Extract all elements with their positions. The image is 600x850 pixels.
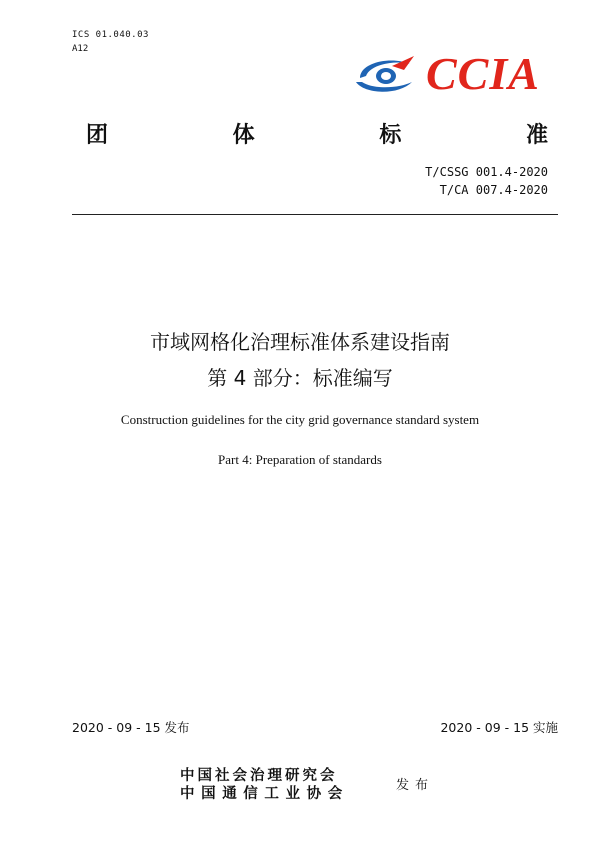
issue-date: 2020 - 09 - 15 发布: [72, 720, 190, 735]
title-en-main: Construction guidelines for the city grid governance standard system: [120, 412, 480, 427]
publisher-1: 中国社会治理研究会: [180, 768, 338, 784]
implement-date: 2020 - 09 - 15 实施: [440, 720, 558, 735]
title-cn-part: 第 4 部分：标准编写: [207, 366, 393, 390]
standard-number-cssg: T/CSSG 001.4-2020: [425, 165, 548, 179]
standard-type-char: 准: [525, 123, 548, 148]
publisher-2: 中国通信工业协会: [180, 786, 349, 802]
ccia-logo: [352, 48, 552, 100]
standard-type-char: 体: [232, 123, 255, 148]
standard-type-char: 标: [379, 123, 402, 148]
standard-type: [86, 118, 548, 149]
standard-number-ca: T/CA 007.4-2020: [439, 183, 548, 197]
standard-type-char: 团: [86, 123, 109, 148]
ccia-emblem-icon: [352, 52, 418, 98]
title-en-part: Part 4: Preparation of standards: [218, 452, 382, 467]
ics-code: ICS 01.040.03: [72, 30, 149, 40]
ccs-code: A12: [72, 44, 89, 54]
publish-label: 发布: [396, 778, 435, 793]
ccia-logo-text: CCIA: [426, 48, 540, 99]
title-cn-main: 市域网格化治理标准体系建设指南: [150, 330, 450, 354]
header-divider: [72, 214, 558, 215]
